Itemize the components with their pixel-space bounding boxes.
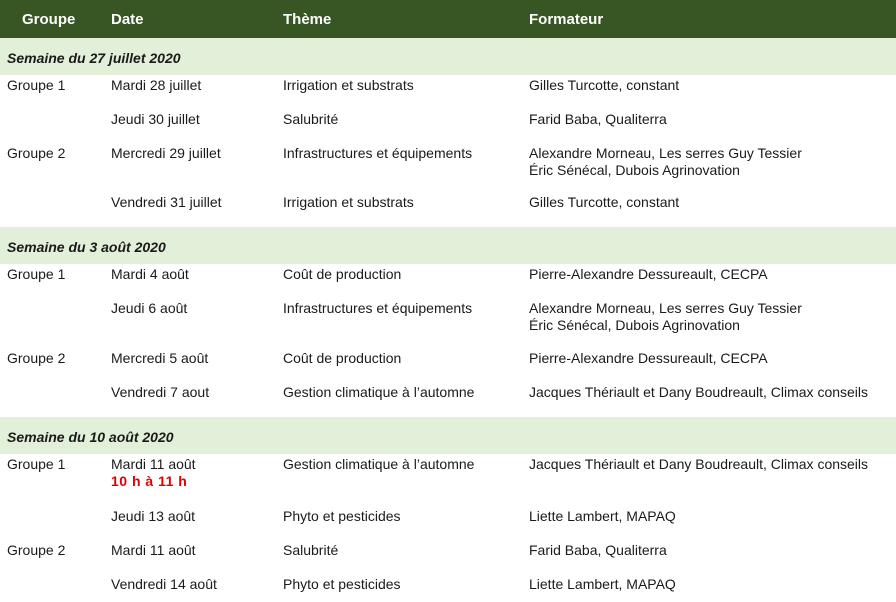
group-cell: Groupe 1 (7, 456, 66, 472)
date-cell: Mardi 11 août (111, 542, 196, 558)
trainer-cell: Alexandre Morneau, Les serres Guy Tessier (529, 145, 802, 161)
theme-cell: Phyto et pesticides (283, 576, 401, 592)
trainer-cell: Éric Sénécal, Dubois Agrinovation (529, 317, 740, 333)
theme-cell: Gestion climatique à l’automne (283, 456, 475, 472)
group-cell: Groupe 2 (7, 145, 66, 161)
theme-cell: Irrigation et substrats (283, 194, 414, 210)
date-cell: Mardi 11 août (111, 456, 196, 472)
theme-cell: Infrastructures et équipements (283, 145, 473, 161)
column-header-date: Date (111, 11, 144, 28)
theme-cell: Salubrité (283, 111, 339, 127)
date-cell: Vendredi 31 juillet (111, 194, 222, 210)
theme-cell: Coût de production (283, 266, 402, 282)
group-cell: Groupe 1 (7, 266, 66, 282)
date-cell: Vendredi 7 aout (111, 384, 210, 400)
date-cell: Jeudi 13 août (111, 508, 196, 524)
group-cell: Groupe 2 (7, 542, 66, 558)
theme-cell: Gestion climatique à l’automne (283, 384, 475, 400)
trainer-cell: Jacques Thériault et Dany Boudreault, Climax conseils (529, 456, 869, 472)
trainer-cell: Farid Baba, Qualiterra (529, 111, 667, 127)
theme-cell: Phyto et pesticides (283, 508, 401, 524)
column-header-theme: Thème (283, 11, 332, 28)
date-cell: Mercredi 5 août (111, 350, 209, 366)
trainer-cell: Gilles Turcotte, constant (529, 77, 680, 93)
trainer-cell: Éric Sénécal, Dubois Agrinovation (529, 162, 740, 178)
date-cell: Mercredi 29 juillet (111, 145, 221, 161)
theme-cell: Coût de production (283, 350, 402, 366)
trainer-cell: Pierre-Alexandre Dessureault, CECPA (529, 350, 768, 366)
date-cell: Mardi 28 juillet (111, 77, 202, 93)
date-cell: Vendredi 14 août (111, 576, 217, 592)
column-header-groupe: Groupe (22, 11, 76, 28)
week-section-header (0, 38, 896, 75)
time-note: 10 h à 11 h (111, 473, 188, 489)
trainer-cell: Jacques Thériault et Dany Boudreault, Climax conseils (529, 384, 869, 400)
trainer-cell: Farid Baba, Qualiterra (529, 542, 667, 558)
date-cell: Jeudi 6 août (111, 300, 188, 316)
week-section-header (0, 417, 896, 454)
week-title: Semaine du 27 juillet 2020 (7, 50, 181, 66)
trainer-cell: Pierre-Alexandre Dessureault, CECPA (529, 266, 768, 282)
week-section-header (0, 227, 896, 264)
trainer-cell: Alexandre Morneau, Les serres Guy Tessier (529, 300, 802, 316)
column-header-formateur: Formateur (529, 11, 604, 28)
trainer-cell: Gilles Turcotte, constant (529, 194, 680, 210)
date-cell: Jeudi 30 juillet (111, 111, 200, 127)
week-title: Semaine du 10 août 2020 (7, 429, 174, 445)
group-cell: Groupe 1 (7, 77, 66, 93)
theme-cell: Salubrité (283, 542, 339, 558)
date-cell: Mardi 4 août (111, 266, 189, 282)
group-cell: Groupe 2 (7, 350, 66, 366)
theme-cell: Irrigation et substrats (283, 77, 414, 93)
week-title: Semaine du 3 août 2020 (7, 239, 166, 255)
theme-cell: Infrastructures et équipements (283, 300, 473, 316)
trainer-cell: Liette Lambert, MAPAQ (529, 576, 676, 592)
table-header (0, 0, 896, 38)
trainer-cell: Liette Lambert, MAPAQ (529, 508, 676, 524)
